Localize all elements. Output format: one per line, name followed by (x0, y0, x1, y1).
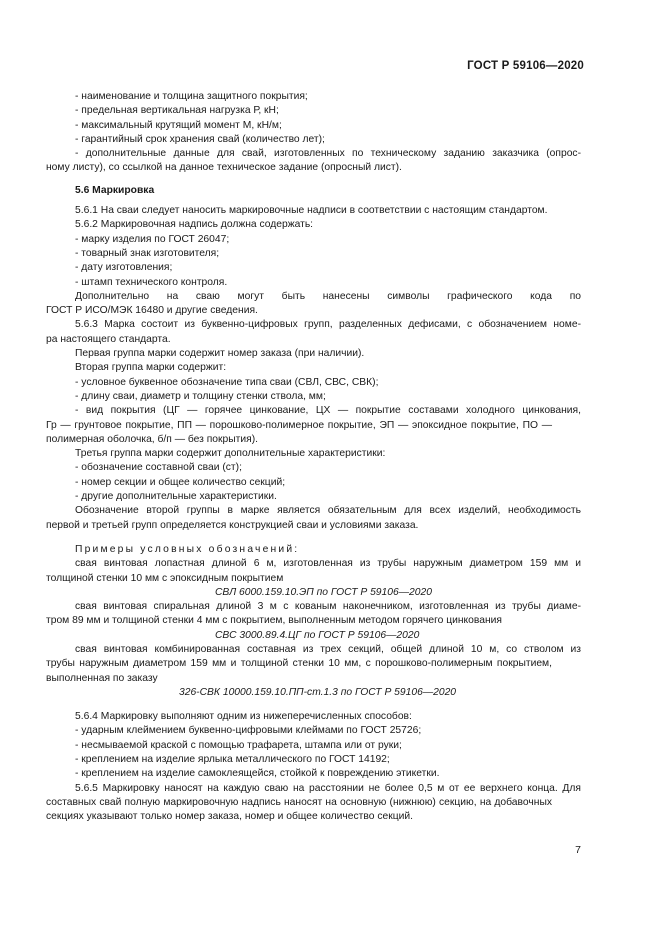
list-item: - другие дополнительные характеристики. (75, 491, 277, 503)
section-heading: 5.6 Маркировка (75, 184, 155, 196)
list-item: - креплением на изделие самоклеящейся, стойкой к повреждению этикетки. (75, 768, 440, 780)
list-item: - предельная вертикальная нагрузка Р, кН; (75, 105, 279, 117)
example-text: свая винтовая комбинированная составная из трех секций, общей длиной 10 м, со стволом из (75, 643, 581, 655)
list-item: - вид покрытия (ЦГ — горячее цинкование, ЦХ — покрытие составами холодного цинкования, (75, 405, 581, 417)
list-item: - максимальный крутящий момент М, кН/м; (75, 119, 282, 131)
list-item: - номер секции и общее количество секций; (75, 476, 286, 488)
example-mark: 326-СВК 10000.159.10.ПП-ст.1.3 по ГОСТ Р 59106—2020 (179, 686, 457, 698)
examples-title: Примеры условных обозначений: (75, 543, 300, 555)
example-text: тром 89 мм и толщиной стенки 4 мм с покрытием, выполненным методом горячего цинкования (46, 615, 502, 627)
page-number: 7 (575, 844, 581, 856)
example-text: свая винтовая спиральная длиной 3 м с кованым наконечником, изготовленная из трубы диаме- (75, 601, 581, 613)
document-header: ГОСТ Р 59106—2020 (467, 60, 584, 72)
list-item: - ударным клеймением буквенно-цифровыми клеймами по ГОСТ 25726; (75, 725, 422, 737)
paragraph: 5.6.1 На сваи следует наносить маркировочные надписи в соответствии с настоящим стандартом. (75, 205, 548, 217)
example-mark: СВС 3000.89.4.ЦГ по ГОСТ Р 59106—2020 (215, 629, 420, 641)
list-item-continuation: ному листу), со ссылкой на данное техническое задание (опросный лист). (46, 162, 402, 174)
paragraph-continuation: секциях указывают только номер заказа, номер и общее количество секций. (46, 811, 413, 823)
paragraph: Третья группа марки содержит дополнительные характеристики: (75, 448, 386, 460)
paragraph: Вторая группа марки содержит: (75, 362, 227, 374)
list-item-continuation: Гр — грунтовое покрытие, ПП — порошково-полимерное покрытие, ЭП — эпоксидное покрытие, ПО — (46, 419, 552, 431)
paragraph: Обозначение второй группы в марке является обязательным для всех изделий, необходимость (75, 505, 581, 517)
list-item: - условное буквенное обозначение типа сваи (СВЛ, СВС, СВК); (75, 376, 379, 388)
list-item: - штамп технического контроля. (75, 276, 228, 288)
paragraph: 5.6.3 Марка состоит из буквенно-цифровых групп, разделенных дефисами, с обозначением номе- (75, 319, 581, 331)
example-text: выполненная по заказу (46, 672, 158, 684)
list-item: - дополнительные данные для свай, изготовленных по техническому заданию заказчика (опрос- (75, 148, 581, 160)
list-item: - гарантийный срок хранения свай (количество лет); (75, 133, 325, 145)
list-item: - обозначение составной сваи (ст); (75, 462, 242, 474)
paragraph-continuation: составных свай полную маркировочную надпись наносят на основную (нижнюю) секцию, на добавочных (46, 796, 552, 808)
example-mark: СВЛ 6000.159.10.ЭП по ГОСТ Р 59106—2020 (215, 586, 432, 598)
list-item: - дату изготовления; (75, 262, 173, 274)
list-item: - длину сваи, диаметр и толщину стенки ствола, мм; (75, 390, 326, 402)
paragraph: 5.6.5 Маркировку наносят на каждую сваю на расстоянии не более 0,5 м от ее верхнего конца. Для (75, 782, 581, 794)
list-item: - товарный знак изготовителя; (75, 247, 220, 259)
list-item: - креплением на изделие ярлыка металлического по ГОСТ 14192; (75, 754, 390, 766)
document-body (46, 90, 581, 825)
example-text: свая винтовая лопастная длиной 6 м, изготовленная из трубы наружным диаметром 159 мм и (75, 558, 581, 570)
list-item: - наименование и толщина защитного покрытия; (75, 91, 308, 102)
paragraph-continuation: ГОСТ Р ИСО/МЭК 16480 и другие сведения. (46, 305, 258, 317)
paragraph-continuation: первой и третьей групп определяется конструкцией сваи и условиями заказа. (46, 519, 419, 531)
example-text: толщиной стенки 10 мм с эпоксидным покрытием (46, 572, 284, 584)
list-item: - марку изделия по ГОСТ 26047; (75, 233, 230, 245)
paragraph: 5.6.4 Маркировку выполняют одним из нижеперечисленных способов: (75, 711, 412, 723)
paragraph: Первая группа марки содержит номер заказа (при наличии). (75, 348, 365, 360)
list-item-continuation: полимерная оболочка, б/п — без покрытия). (46, 433, 258, 445)
list-item: - несмываемой краской с помощью трафарета, штампа или от руки; (75, 739, 402, 751)
paragraph: Дополнительно на сваю могут быть нанесены символы графического кода по (75, 290, 581, 302)
paragraph-continuation: ра настоящего стандарта. (46, 333, 171, 345)
example-text: трубы наружным диаметром 159 мм и толщиной стенки 10 мм, с порошково-полимерным покрытием, (46, 658, 552, 670)
paragraph: 5.6.2 Маркировочная надпись должна содержать: (75, 219, 314, 231)
